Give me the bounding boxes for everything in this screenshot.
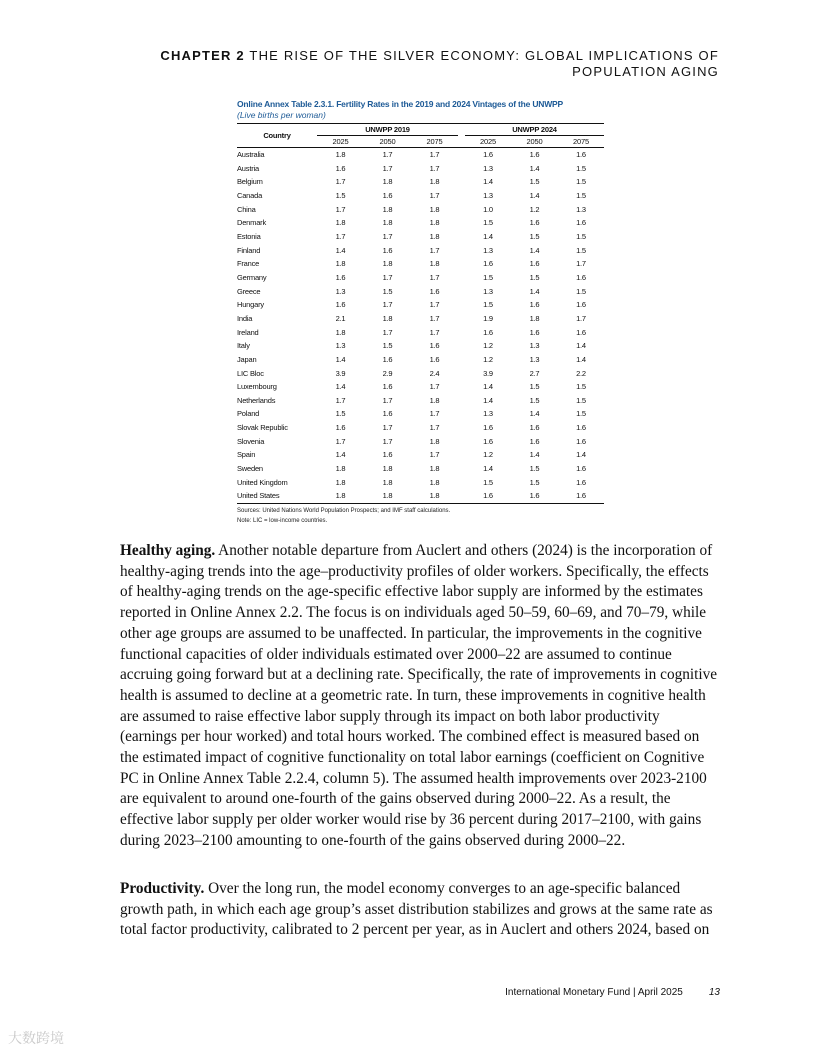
value-cell: 1.7	[429, 300, 440, 310]
value-cell: 1.3	[483, 190, 493, 200]
value-cell: 1.6	[529, 300, 540, 310]
year-header: 2050	[511, 136, 558, 148]
value-cell: 1.2	[529, 204, 540, 214]
value-cell: 1.4	[483, 395, 493, 405]
country-cell: Slovenia	[237, 436, 265, 446]
value-cell: 2.4	[429, 368, 440, 378]
value-cell: 1.6	[529, 218, 540, 228]
value-cell: 1.8	[335, 327, 346, 337]
value-cell: 1.6	[483, 423, 493, 433]
value-cell: 1.8	[429, 218, 440, 228]
value-cell: 1.6	[529, 436, 540, 446]
country-cell: Spain	[237, 450, 256, 460]
value-cell: 1.4	[529, 163, 540, 173]
value-cell: 1.5	[576, 245, 586, 255]
value-cell: 1.8	[429, 436, 440, 446]
table-row	[237, 203, 604, 217]
value-cell: 1.7	[429, 313, 440, 323]
value-cell: 1.7	[429, 423, 440, 433]
value-cell: 1.7	[382, 436, 393, 446]
country-cell: Germany	[237, 272, 267, 282]
table-row	[237, 175, 604, 189]
value-cell: 1.8	[429, 477, 440, 487]
value-cell: 1.6	[382, 382, 393, 392]
country-cell: Canada	[237, 190, 263, 200]
value-cell: 1.6	[576, 327, 586, 337]
value-cell: 1.8	[382, 177, 393, 187]
country-cell: Sweden	[237, 464, 263, 474]
value-cell: 1.6	[382, 409, 393, 419]
value-cell: 1.4	[529, 450, 540, 460]
table-row	[237, 271, 604, 285]
value-cell: 1.4	[529, 409, 540, 419]
paragraph-lead: Healthy aging.	[120, 542, 216, 559]
value-cell: 1.4	[483, 464, 493, 474]
value-cell: 1.6	[529, 327, 540, 337]
value-cell: 1.6	[483, 436, 493, 446]
value-cell: 1.6	[382, 354, 393, 364]
table-row	[237, 435, 604, 449]
value-cell: 1.7	[429, 409, 440, 419]
value-cell: 1.8	[411, 489, 458, 503]
paragraph-text: Another notable departure from Auclert and others (2024) is the incorporation of healthy-aging trends into the age–productivity profiles of older workers. Specifically, the effects of healthy-aging trends on the age-specific effective labor supply are informed by the estimates reported in Online Annex 2.2. The focus is on individuals aged 50–59, 60–69, and 70–79, while other age groups are assumed to be unaffected. In particular, the improvements in the cognitive functional capacities of older individuals estimated over 2000–22 are assumed to continue accruing going forward but at a declining rate. Specifically, the rate of improvements in cognitive health is assumed to decline at a geometric rate. In turn, these improvements in cognitive health are assumed to raise effective labor supply through its impact on both labor productivity (earnings per hour worked) and total hours worked. The combined effect is measured based on the estimated impact of cognitive functionality on total labor earnings (coefficient on Cognitive PC in Online Annex Table 2.2.4, column 5). The assumed health improvements over 2023-2100 are equivalent to around one-fourth of the gains observed during 2000–22. As a result, the effective labor supply per older worker would rise by 36 percent during 2017–2100, with gains during 2023–2100 amounting to one-fourth of the gains observed during 2000–22.	[120, 542, 718, 849]
value-cell: 1.8	[335, 477, 346, 487]
value-cell: 1.3	[335, 286, 346, 296]
table-row	[237, 298, 604, 312]
table-body	[237, 148, 604, 504]
chapter-label: CHAPTER 2	[160, 48, 245, 63]
paragraph-productivity	[120, 879, 718, 941]
value-cell: 1.8	[317, 489, 364, 503]
value-cell: 1.5	[483, 272, 493, 282]
table-row	[237, 448, 604, 462]
value-cell: 1.5	[576, 409, 586, 419]
value-cell: 1.8	[429, 204, 440, 214]
value-cell: 1.6	[382, 450, 393, 460]
value-cell: 1.7	[382, 231, 393, 241]
value-cell: 1.6	[335, 272, 346, 282]
value-cell: 1.8	[382, 218, 393, 228]
country-cell: India	[237, 313, 253, 323]
value-cell: 1.7	[382, 150, 393, 159]
country-header: Country	[237, 124, 317, 148]
value-cell: 1.4	[335, 354, 346, 364]
table-row	[237, 244, 604, 258]
country-cell: Luxembourg	[237, 382, 277, 392]
value-cell: 2.2	[576, 368, 586, 378]
value-cell: 1.8	[429, 464, 440, 474]
value-cell: 1.9	[483, 313, 493, 323]
value-cell: 1.3	[483, 286, 493, 296]
value-cell: 1.5	[576, 286, 586, 296]
table-title: Online Annex Table 2.3.1. Fertility Rates in the 2019 and 2024 Vintages of the UNWPP	[237, 99, 563, 109]
value-cell: 1.7	[382, 163, 393, 173]
value-cell: 1.6	[576, 150, 586, 159]
country-cell: Finland	[237, 245, 261, 255]
country-cell: Belgium	[237, 177, 263, 187]
value-cell: 1.6	[335, 300, 346, 310]
country-cell: LIC Bloc	[237, 368, 264, 378]
value-cell: 1.2	[483, 450, 493, 460]
value-cell: 1.6	[529, 259, 540, 269]
country-cell: China	[237, 204, 256, 214]
footer-publisher: International Monetary Fund | April 2025	[505, 987, 683, 998]
value-cell: 1.8	[429, 395, 440, 405]
value-cell: 1.6	[483, 327, 493, 337]
table-subtitle: (Live births per woman)	[237, 110, 326, 120]
value-cell: 1.0	[483, 204, 493, 214]
value-cell: 3.9	[483, 368, 493, 378]
value-cell: 1.5	[529, 382, 540, 392]
value-cell: 1.5	[382, 286, 393, 296]
value-cell: 1.5	[483, 477, 493, 487]
table-row	[237, 189, 604, 203]
table-row	[237, 476, 604, 490]
value-cell: 1.6	[576, 272, 586, 282]
country-cell: Greece	[237, 286, 261, 296]
value-cell: 1.8	[335, 259, 346, 269]
value-cell: 1.6	[429, 354, 440, 364]
table-row	[237, 162, 604, 176]
value-cell: 1.6	[335, 163, 346, 173]
value-cell: 1.6	[465, 489, 511, 503]
value-cell: 1.8	[382, 259, 393, 269]
value-cell: 1.6	[529, 150, 540, 159]
paragraph-healthy-aging	[120, 541, 718, 852]
value-cell: 1.7	[429, 450, 440, 460]
value-cell: 1.4	[576, 341, 586, 351]
value-cell: 1.6	[382, 190, 393, 200]
value-cell: 1.5	[529, 395, 540, 405]
year-header: 2025	[317, 136, 364, 148]
value-cell: 1.3	[483, 163, 493, 173]
value-cell: 1.5	[529, 477, 540, 487]
value-cell: 1.7	[429, 272, 440, 282]
value-cell: 1.4	[529, 190, 540, 200]
group-header-2024: UNWPP 2024	[465, 124, 604, 136]
table-row	[237, 312, 604, 326]
value-cell: 1.4	[483, 382, 493, 392]
value-cell: 1.6	[576, 464, 586, 474]
value-cell: 1.8	[335, 150, 346, 159]
value-cell: 2.9	[382, 368, 393, 378]
value-cell: 1.8	[335, 218, 346, 228]
value-cell: 2.1	[335, 313, 346, 323]
fertility-table	[237, 123, 604, 504]
table-sources: Sources: United Nations World Population Prospects; and IMF staff calculations.	[237, 508, 451, 515]
country-cell: Italy	[237, 341, 250, 351]
value-cell: 1.4	[529, 245, 540, 255]
value-cell: 1.3	[529, 354, 540, 364]
country-cell: Poland	[237, 409, 260, 419]
watermark: 大数跨境	[8, 1031, 64, 1047]
page-footer	[505, 987, 720, 998]
value-cell: 1.8	[529, 313, 540, 323]
value-cell: 1.7	[429, 382, 440, 392]
table-row	[237, 380, 604, 394]
value-cell: 1.6	[483, 150, 493, 159]
country-cell: Australia	[237, 150, 265, 159]
country-cell: Netherlands	[237, 395, 276, 405]
value-cell: 1.4	[335, 450, 346, 460]
value-cell: 1.6	[576, 300, 586, 310]
value-cell: 1.4	[483, 177, 493, 187]
value-cell: 1.7	[382, 300, 393, 310]
value-cell: 1.5	[576, 163, 586, 173]
value-cell: 1.7	[576, 313, 586, 323]
table-row	[237, 148, 604, 162]
value-cell: 1.3	[335, 341, 346, 351]
country-cell: United States	[237, 489, 317, 503]
value-cell: 1.5	[483, 218, 493, 228]
value-cell: 1.3	[529, 341, 540, 351]
page-number: 13	[708, 987, 720, 998]
country-cell: Estonia	[237, 231, 261, 241]
value-cell: 1.8	[335, 464, 346, 474]
table-row	[237, 353, 604, 367]
value-cell: 1.7	[576, 259, 586, 269]
table-row	[237, 339, 604, 353]
group-header-2019: UNWPP 2019	[317, 124, 458, 136]
value-cell: 1.6	[576, 423, 586, 433]
value-cell: 1.6	[529, 423, 540, 433]
value-cell: 1.6	[429, 341, 440, 351]
year-header: 2075	[558, 136, 604, 148]
value-cell: 1.7	[382, 423, 393, 433]
value-cell: 1.5	[529, 177, 540, 187]
value-cell: 1.6	[558, 489, 604, 503]
value-cell: 1.5	[576, 177, 586, 187]
year-header: 2025	[465, 136, 511, 148]
chapter-header-line1	[79, 48, 719, 64]
value-cell: 1.3	[576, 204, 586, 214]
value-cell: 1.5	[576, 231, 586, 241]
country-cell: Slovak Republic	[237, 423, 288, 433]
value-cell: 1.7	[335, 395, 346, 405]
value-cell: 1.7	[382, 272, 393, 282]
value-cell: 1.6	[576, 218, 586, 228]
table-row	[237, 462, 604, 476]
table-row	[237, 230, 604, 244]
value-cell: 1.8	[382, 477, 393, 487]
value-cell: 1.6	[483, 259, 493, 269]
value-cell: 1.4	[576, 450, 586, 460]
table-row	[237, 216, 604, 230]
value-cell: 1.7	[429, 163, 440, 173]
country-cell: Denmark	[237, 218, 267, 228]
table-row	[237, 257, 604, 271]
value-cell: 1.7	[335, 177, 346, 187]
value-cell: 1.7	[335, 204, 346, 214]
value-cell: 1.7	[429, 190, 440, 200]
value-cell: 1.6	[576, 436, 586, 446]
country-cell: United Kingdom	[237, 477, 288, 487]
country-cell: Japan	[237, 354, 257, 364]
value-cell: 1.6	[335, 423, 346, 433]
value-cell: 1.5	[335, 190, 346, 200]
country-cell: Hungary	[237, 300, 264, 310]
value-cell: 1.6	[511, 489, 558, 503]
value-cell: 1.8	[364, 489, 411, 503]
value-cell: 2.7	[529, 368, 540, 378]
value-cell: 1.4	[335, 245, 346, 255]
value-cell: 1.4	[576, 354, 586, 364]
value-cell: 1.3	[483, 245, 493, 255]
paragraph-text: Over the long run, the model economy converges to an age-specific balanced growth path, in which each age group’s asset distribution stabilizes and grows at the same rate as total factor productivity, calibrated to 2 percent per year, as in Auclert and others 2024, based on	[120, 880, 713, 939]
value-cell: 1.4	[483, 231, 493, 241]
country-cell: Austria	[237, 163, 259, 173]
chapter-title-line2: POPULATION AGING	[572, 64, 719, 79]
value-cell: 1.8	[382, 313, 393, 323]
value-cell: 1.8	[429, 231, 440, 241]
annex-table	[237, 99, 604, 527]
table-row	[237, 285, 604, 299]
country-cell: Ireland	[237, 327, 259, 337]
value-cell: 1.5	[529, 464, 540, 474]
table-row	[237, 421, 604, 435]
value-cell: 1.5	[529, 231, 540, 241]
table-note: Note: LIC = low-income countries.	[237, 518, 328, 525]
table-row	[237, 326, 604, 340]
value-cell: 1.7	[335, 231, 346, 241]
table-row	[237, 489, 604, 503]
value-cell: 1.8	[429, 177, 440, 187]
value-cell: 1.6	[576, 477, 586, 487]
value-cell: 3.9	[335, 368, 346, 378]
value-cell: 1.7	[382, 395, 393, 405]
value-cell: 1.5	[382, 341, 393, 351]
value-cell: 1.5	[483, 300, 493, 310]
value-cell: 1.5	[576, 395, 586, 405]
country-cell: France	[237, 259, 260, 269]
value-cell: 1.8	[382, 204, 393, 214]
table-row	[237, 367, 604, 381]
value-cell: 1.5	[335, 409, 346, 419]
year-header: 2050	[364, 136, 411, 148]
chapter-title-line1: THE RISE OF THE SILVER ECONOMY: GLOBAL IMPLICATIONS OF	[249, 48, 719, 63]
table-row	[237, 394, 604, 408]
value-cell: 1.5	[576, 190, 586, 200]
table-notes	[237, 506, 604, 527]
value-cell: 1.6	[382, 245, 393, 255]
value-cell: 1.6	[429, 286, 440, 296]
table-row	[237, 407, 604, 421]
value-cell: 1.5	[576, 382, 586, 392]
value-cell: 1.8	[429, 259, 440, 269]
chapter-header	[79, 48, 719, 80]
value-cell: 1.2	[483, 341, 493, 351]
value-cell: 1.7	[429, 327, 440, 337]
value-cell: 1.7	[429, 245, 440, 255]
value-cell: 1.7	[382, 327, 393, 337]
value-cell: 1.7	[429, 150, 440, 159]
value-cell: 1.2	[483, 354, 493, 364]
paragraph-lead: Productivity.	[120, 880, 205, 897]
value-cell: 1.5	[529, 272, 540, 282]
value-cell: 1.8	[382, 464, 393, 474]
value-cell: 1.3	[483, 409, 493, 419]
value-cell: 1.7	[335, 436, 346, 446]
value-cell: 1.4	[335, 382, 346, 392]
year-header: 2075	[411, 136, 458, 148]
value-cell: 1.4	[529, 286, 540, 296]
